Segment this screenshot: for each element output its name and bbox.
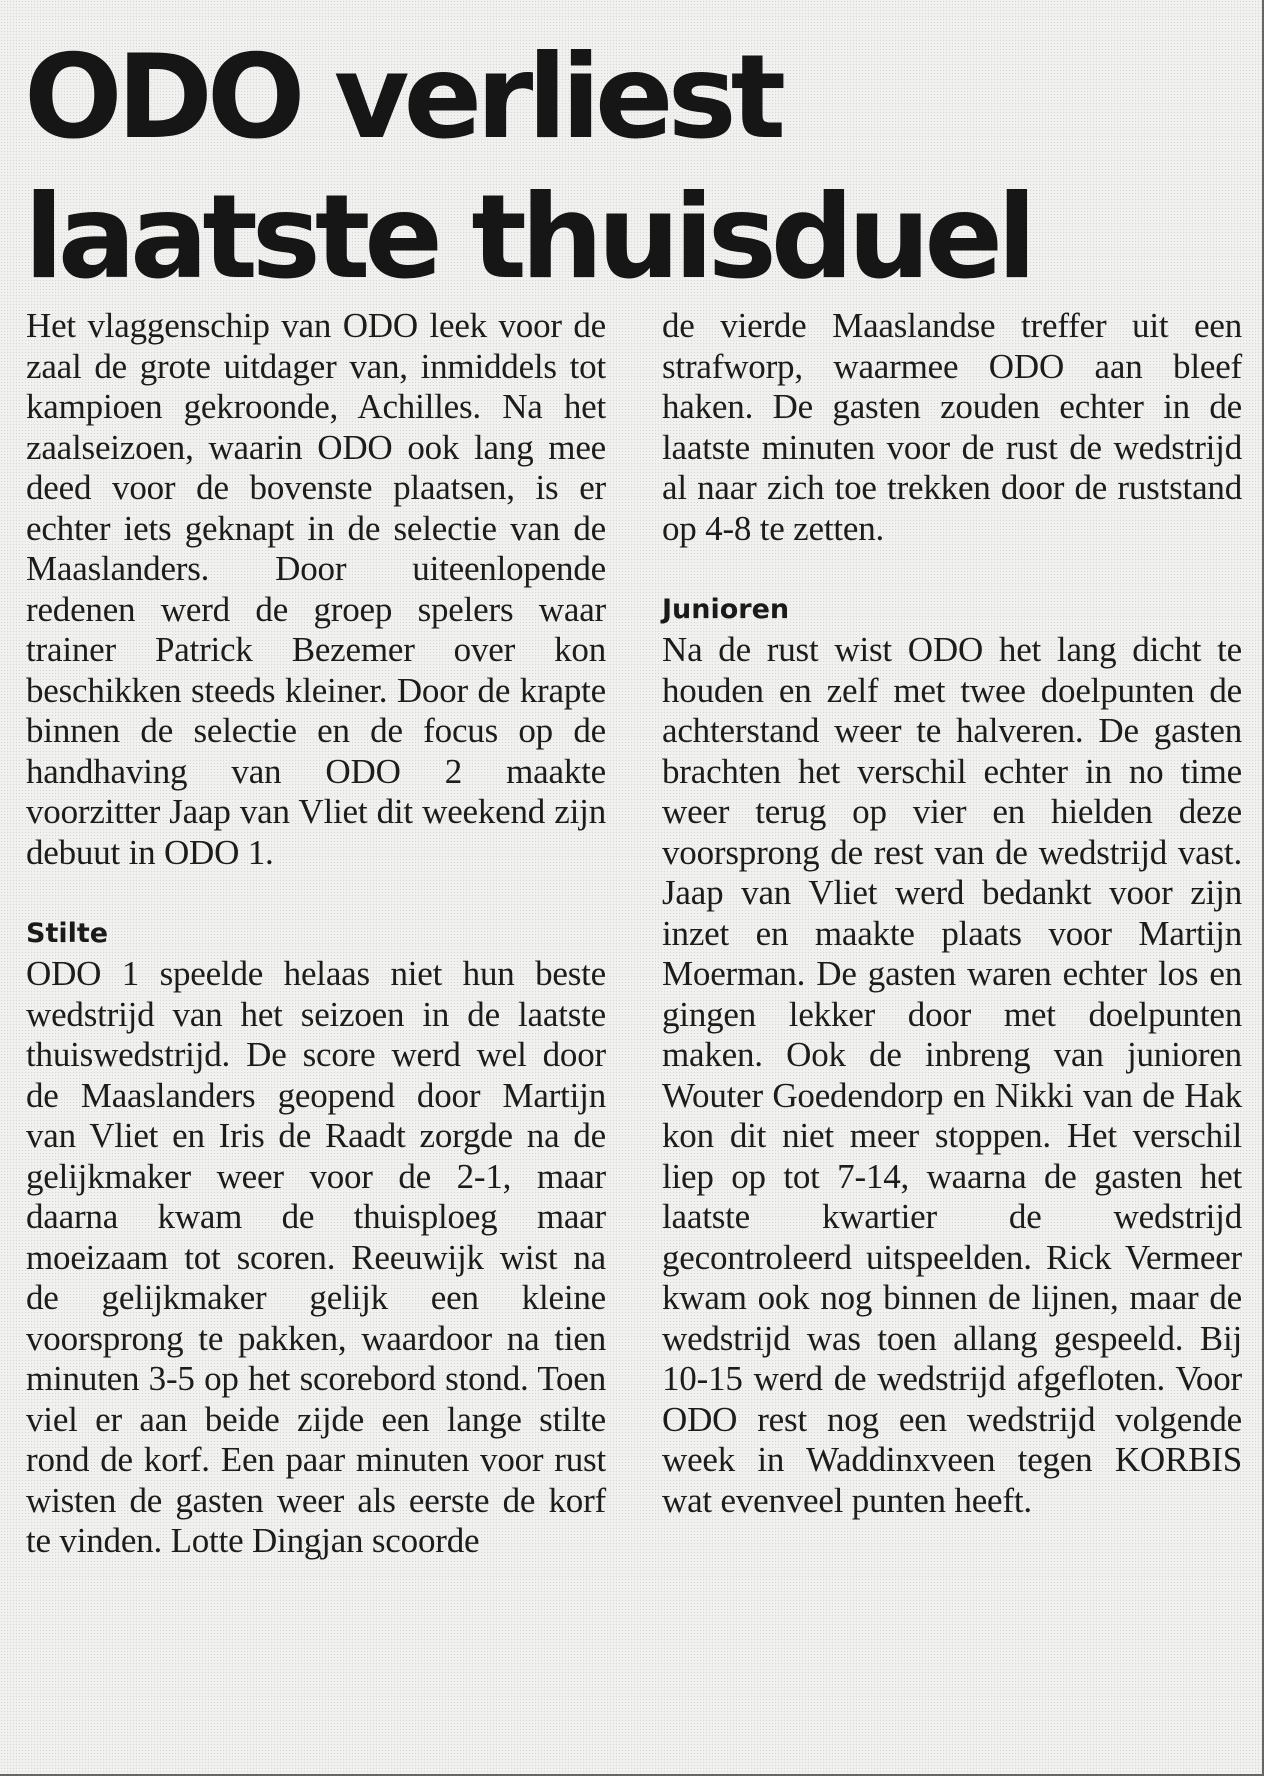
intro-paragraph: Het vlaggenschip van ODO leek voor de zaal de grote uitdager van, inmiddels tot kampioen gekroonde, Achilles. Na het zaalseizoen, waarin ODO ook lang mee deed voor de bovenste plaatsen, is er echter iets geknapt in de selectie van de Maaslanders. Door uiteenlopende redenen werd de groep spelers waar trainer Patrick Bezemer over kon beschikken steeds kleiner. Door de krapte binnen de selectie en de focus op de handhaving van ODO 2 maakte voorzitter Jaap van Vliet dit weekend zijn debuut in ODO 1.	[26, 306, 606, 872]
subhead-stilte: Stilte	[26, 917, 109, 949]
paragraph-spacer	[26, 873, 606, 914]
headline-line-1: ODO verliest	[24, 30, 781, 165]
paragraph-spacer	[662, 549, 1242, 590]
stilte-paragraph: ODO 1 speelde helaas niet hun beste wedstrijd van het seizoen in de laatste thuiswedstrijd. De score werd wel door de Maaslanders geopend door Martijn van Vliet en Iris de Raadt zorgde na de gelijkmaker weer voor de 2-1, maar daarna kwam de thuisploeg maar moeizaam tot scoren. Reeuwijk wist na de gelijkmaker gelijk een kleine voorsprong te pakken, waardoor na tien minuten 3-5 op het scorebord stond. Toen viel er aan beide zijde een lange stilte rond de korf. Een paar minuten voor rust wisten de gasten weer als eerste de korf te vinden. Lotte Dingjan scoorde	[26, 954, 606, 1560]
subhead-junioren: Junioren	[662, 593, 790, 625]
junioren-paragraph: Na de rust wist ODO het lang dicht te houden en zelf met twee doelpunten de achterstand weer te halveren. De gasten brachten het verschil echter in no time weer terug op vier en hielden deze voorsprong de rest van de wedstrijd vast. Jaap van Vliet werd bedankt voor zijn inzet en maakte plaats voor Martijn Moerman. De gasten waren echter los en gingen lekker door met doelpunten maken. Ook de inbreng van junioren Wouter Goedendorp en Nikki van de Hak kon dit niet meer stoppen. Het verschil liep op tot 7-14, waarna de gasten het laatste kwartier de wedstrijd gecontroleerd uitspeelden. Rick Vermeer kwam ook nog binnen de lijnen, maar de wedstrijd was toen allang gespeeld. Bij 10-15 werd de wedstrijd afgefloten. Voor ODO rest nog een wedstrijd volgende week in Waddinxveen tegen KORBIS wat evenveel punten heeft.	[662, 630, 1242, 1520]
right-column	[662, 306, 1242, 1521]
left-column	[26, 306, 606, 1562]
continued-paragraph: de vierde Maaslandse treffer uit een strafworp, waarmee ODO aan bleef haken. De gasten zouden echter in de laatste minuten voor de rust de wedstrijd al naar zich toe trekken door de ruststand op 4-8 te zetten.	[662, 306, 1242, 548]
article-headline	[24, 28, 1224, 308]
headline-line-2: laatste thuisduel	[24, 170, 1031, 305]
